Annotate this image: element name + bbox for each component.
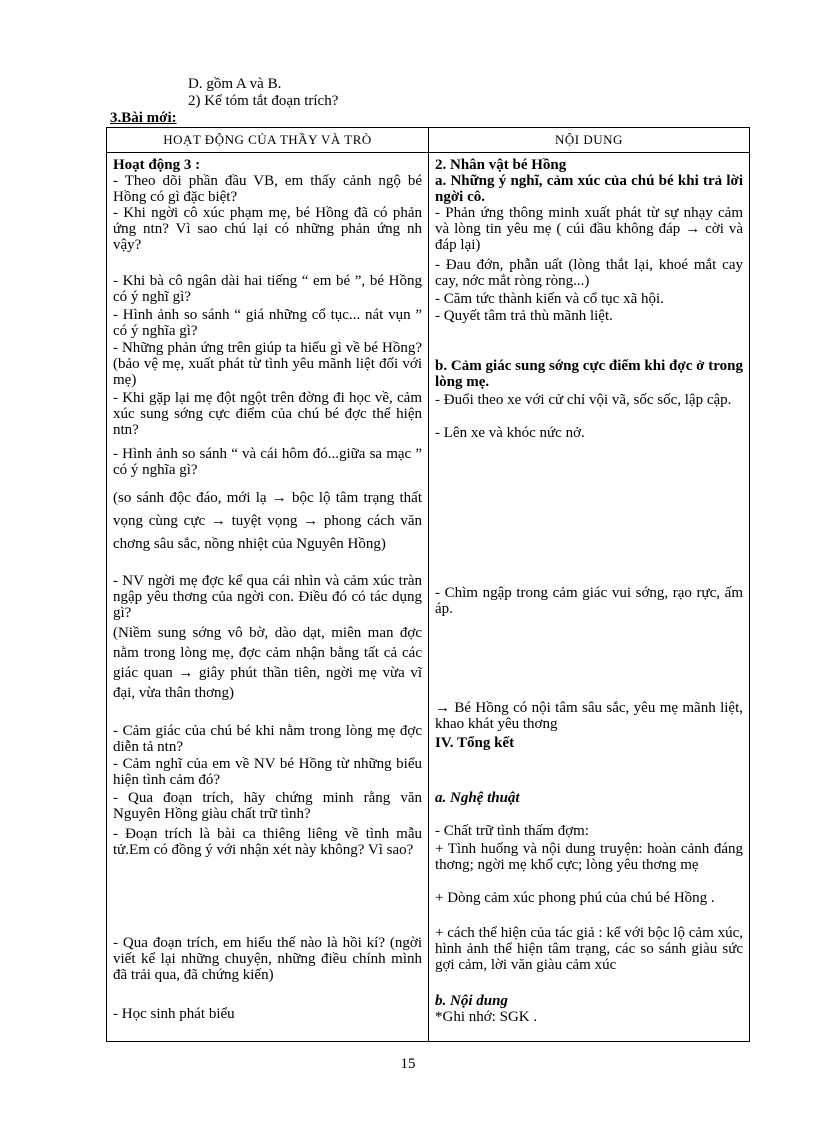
activities-column [107, 153, 429, 1042]
question-10: (Niềm sung sớng vô bờ, dào dạt, miên man đợc nằm trong lòng mẹ, đợc cảm nhận bằng tất cả các giác quan → giây phút thần tiên, ngời mẹ vừa vĩ đại, vừa thân thơng) [113, 625, 422, 701]
heading-feelings: a. Những ý nghĩ, cảm xúc của chú bé khi trả lời ngời cô. [435, 173, 743, 205]
heading-summary: IV. Tổng kết [435, 735, 515, 751]
question-5: - Những phản ứng trên giúp ta hiểu gì về bé Hồng? (bảo vệ mẹ, xuất phát từ tình yêu mãnh liệt đối với mẹ) [113, 340, 422, 388]
question-6: - Khi gặp lại mẹ đột ngột trên đờng đi học về, cảm xúc sung sớng cực điểm của chú bé đợc thể hiện ntn? [113, 390, 422, 438]
content-column [429, 153, 750, 1042]
activity-title: Hoạt động 3 : [113, 157, 201, 173]
header-content: NỘI DUNG [429, 128, 750, 153]
question-15: - Qua đoạn trích, em hiểu thế nào là hồi kí? (ngời viết kể lại những chuyện, những điều chính mình đã trải qua, đã chứng kiến) [113, 935, 422, 983]
heading-art: a. Nghệ thuật [435, 790, 520, 806]
question-14: - Đoạn trích là bài ca thiêng liêng về tình mẫu tử.Em có đồng ý với nhận xét này không? Vì sao? [113, 826, 422, 858]
question-13: - Qua đoạn trích, hãy chứng minh rằng văn Nguyên Hồng giàu chất trữ tình? [113, 790, 422, 822]
content-a2: - Đau đớn, phẫn uất (lòng thắt lại, khoé mắt cay cay, nớc mắt ròng ròng...) [435, 257, 743, 289]
content-n2: + Tình huống và nội dung truyện: hoàn cảnh đáng thơng; ngời mẹ khổ cực; lòng yêu thơng mẹ [435, 841, 743, 873]
content-a4: - Quyết tâm trả thù mãnh liệt. [435, 308, 613, 324]
content-a1: - Phản ứng thông minh xuất phát từ sự nhạy cảm và lòng tin yêu mẹ ( cúi đầu không đáp → cời và đáp lại) [435, 205, 743, 253]
header-activities: HOẠT ĐỘNG CỦA THẦY VÀ TRÒ [107, 128, 429, 153]
lesson-table [106, 127, 750, 1042]
content-n3: + Dòng cảm xúc phong phú của chú bé Hồng . [435, 890, 715, 906]
page-number: 15 [400, 1056, 416, 1072]
question-12: - Cảm nghĩ của em về NV bé Hồng từ những biểu hiện tình cảm đó? [113, 756, 422, 788]
heading-content: b. Nội dung [435, 993, 508, 1009]
question-16: - Học sinh phát biểu [113, 1006, 235, 1022]
section-heading: 3.Bài mới: [110, 110, 177, 126]
answer-option-d: D. gồm A và B. [188, 76, 282, 92]
heading-happiness: b. Cảm giác sung sớng cực điểm khi đợc ở trong lòng mẹ. [435, 358, 743, 390]
heading-character: 2. Nhân vật bé Hồng [435, 157, 567, 173]
content-b4: → Bé Hồng có nội tâm sâu sắc, yêu mẹ mãnh liệt, khao khát yêu thơng [435, 700, 743, 732]
content-b2: - Lên xe và khóc nức nở. [435, 425, 585, 441]
content-b3: - Chìm ngập trong cảm giác vui sớng, rạo rực, ấm áp. [435, 585, 743, 617]
question-2: - Khi ngời cô xúc phạm mẹ, bé Hồng đã có phản ứng ntn? Vì sao chú lại có những phản ứng nh vậy? [113, 205, 422, 253]
review-question-2: 2) Kể tóm tắt đoạn trích? [188, 93, 339, 109]
question-3: - Khi bà cô ngân dài hai tiếng “ em bé ”, bé Hồng có ý nghĩ gì? [113, 273, 422, 305]
content-b1: - Đuổi theo xe với cử chỉ vội vã, sốc sốc, lập cập. [435, 392, 732, 408]
question-11: - Cảm giác của chú bé khi nằm trong lòng mẹ đợc diễn tả ntn? [113, 723, 422, 755]
question-7: - Hình ảnh so sánh “ và cái hôm đó...giữa sa mạc ” có ý nghĩa gì? [113, 446, 422, 478]
question-4: - Hình ảnh so sánh “ giá những cổ tục... nát vụn ” có ý nghĩa gì? [113, 307, 422, 339]
content-n4: + cách thể hiện của tác giả : kể với bộc lộ cảm xúc, hình ảnh thể hiện tâm trạng, các so sánh giàu sức gợi cảm, lời văn giàu cảm xúc [435, 925, 743, 973]
question-1: - Theo dõi phần đầu VB, em thấy cảnh ngộ bé Hồng có gì đặc biệt? [113, 173, 422, 205]
content-n1: - Chất trữ tình thấm đợm: [435, 823, 589, 839]
content-n5: *Ghi nhớ: SGK . [435, 1009, 538, 1025]
question-9: - NV ngời mẹ đợc kể qua cái nhìn và cảm xúc tràn ngập yêu thơng của ngời con. Điều đó có tác dụng gì? [113, 573, 422, 621]
question-8: (so sánh độc đáo, mới lạ → bộc lộ tâm trạng thất vọng cùng cực → tuyệt vọng → phong cách văn chơng sâu sắc, nồng nhiệt của Nguyên Hồng) [113, 490, 422, 552]
content-a3: - Căm tức thành kiến và cổ tục xã hội. [435, 291, 664, 307]
